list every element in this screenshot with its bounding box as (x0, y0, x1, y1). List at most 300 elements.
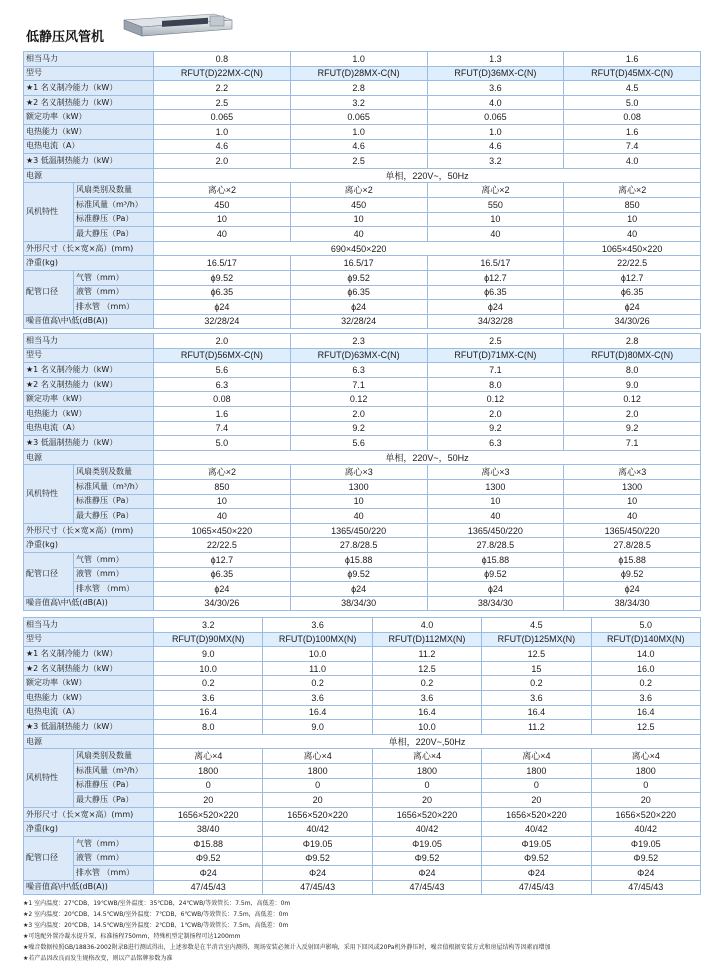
low_temp_heat-value: 9.0 (263, 720, 372, 735)
low_temp_heat-value: 5.6 (290, 436, 427, 451)
airflow-label: 标准风量（m³/h） (74, 763, 154, 778)
low_temp_heat-value: 3.2 (427, 154, 564, 169)
noise-value: 38/34/30 (564, 596, 701, 611)
noise-value: 47/45/43 (482, 880, 591, 895)
max_static-value: 20 (482, 793, 591, 808)
max_static-value: 40 (564, 509, 701, 524)
row-heat (24, 95, 701, 110)
hp-value: 2.8 (564, 334, 701, 349)
footnote: ★3 室内温度：20℃DB，14.5℃WB/室外温度：2℃DB，1℃WB/等效管长：7.5m，高低差：0m (23, 922, 289, 929)
weight-value: 16.5/17 (290, 256, 427, 271)
noise-value: 32/28/24 (154, 314, 291, 329)
airflow-value: 1800 (591, 763, 700, 778)
row-heat (24, 377, 701, 392)
drain_pipe-value: ϕ24 (427, 300, 564, 315)
std_static-value: 0 (482, 778, 591, 793)
fan_type-value: 离心×4 (372, 749, 481, 764)
liquid_pipe-value: Φ9.52 (591, 851, 700, 866)
liquid_pipe-value: ϕ6.35 (290, 285, 427, 300)
model-value: RFUT(D)63MX-C(N) (290, 348, 427, 363)
heat-label: ★2 名义制热能力（kW） (24, 661, 154, 676)
cool-value: 7.1 (427, 363, 564, 378)
row-noise (24, 596, 701, 611)
row-elec_heat_power (24, 124, 701, 139)
row-std_static (24, 212, 701, 227)
heat-label: ★2 名义制热能力（kW） (24, 377, 154, 392)
cool-value: 12.5 (482, 647, 591, 662)
cool-value: 10.0 (263, 647, 372, 662)
fan_type-value: 离心×3 (427, 465, 564, 480)
dimensions-value: 1656×520×220 (482, 807, 591, 822)
elec_heat_current-value: 4.6 (427, 139, 564, 154)
elec_heat_current-value: 7.4 (154, 421, 291, 436)
heat-value: 5.0 (564, 95, 701, 110)
model-label: 型号 (24, 348, 154, 363)
gas_pipe-value: Φ19.05 (482, 836, 591, 851)
weight-value: 22/22.5 (564, 256, 701, 271)
model-value: RFUT(D)112MX(N) (372, 632, 481, 647)
row-fan_type (24, 749, 701, 764)
liquid_pipe-value: Φ9.52 (372, 851, 481, 866)
rated_power-value: 0.12 (290, 392, 427, 407)
row-elec_heat_current (24, 139, 701, 154)
fan-group-label: 风机特性 (24, 465, 74, 523)
noise-value: 47/45/43 (372, 880, 481, 895)
elec_heat_current-value: 9.2 (564, 421, 701, 436)
row-std_static (24, 778, 701, 793)
row-airflow (24, 479, 701, 494)
cool-label: ★1 名义制冷能力（kW） (24, 647, 154, 662)
liquid_pipe-value: Φ9.52 (154, 851, 263, 866)
elec_heat_current-value: 7.4 (564, 139, 701, 154)
std_static-value: 0 (263, 778, 372, 793)
std_static-label: 标准静压（Pa） (74, 494, 154, 509)
low_temp_heat-label: ★3 低温制热能力（kW） (24, 154, 154, 169)
rated_power-value: 0.08 (564, 110, 701, 125)
max_static-value: 20 (154, 793, 263, 808)
drain_pipe-label: 排水管 （mm） (74, 582, 154, 597)
fan_type-value: 离心×2 (154, 183, 291, 198)
model-value: RFUT(D)90MX(N) (154, 632, 263, 647)
max_static-label: 最大静压（Pa） (74, 793, 154, 808)
gas_pipe-value: Φ19.05 (263, 836, 372, 851)
footnote: ★可选配外置冷凝水提升泵，标准扬程750mm，特殊机型定制扬程可达1200mm (23, 933, 241, 940)
gas_pipe-value: Φ15.88 (154, 836, 263, 851)
airflow-value: 1800 (372, 763, 481, 778)
low_temp_heat-value: 10.0 (372, 720, 481, 735)
std_static-value: 0 (372, 778, 481, 793)
elec_heat_power-value: 3.6 (372, 690, 481, 705)
row-low_temp_heat (24, 154, 701, 169)
weight-value: 40/42 (482, 822, 591, 837)
cool-value: 2.8 (290, 81, 427, 96)
fan_type-value: 离心×2 (154, 465, 291, 480)
drain_pipe-value: Φ24 (482, 866, 591, 881)
elec_heat_current-value: 16.4 (482, 705, 591, 720)
std_static-value: 10 (427, 212, 564, 227)
drain_pipe-value: ϕ24 (154, 300, 291, 315)
cool-label: ★1 名义制冷能力（kW） (24, 363, 154, 378)
elec_heat_current-value: 16.4 (263, 705, 372, 720)
row-cool (24, 647, 701, 662)
model-label: 型号 (24, 632, 154, 647)
std_static-value: 0 (154, 778, 263, 793)
airflow-value: 1300 (290, 479, 427, 494)
std_static-value: 10 (154, 494, 291, 509)
cool-value: 11.2 (372, 647, 481, 662)
rated_power-label: 额定功率（kW） (24, 676, 154, 691)
model-value: RFUT(D)28MX-C(N) (290, 66, 427, 81)
ducted-air-conditioner-unit-icon (118, 12, 236, 38)
elec_heat_power-value: 3.6 (482, 690, 591, 705)
weight-value: 38/40 (154, 822, 263, 837)
cool-value: 6.3 (290, 363, 427, 378)
hp-value: 2.3 (290, 334, 427, 349)
elec_heat_power-value: 1.6 (564, 124, 701, 139)
model-value: RFUT(D)36MX-C(N) (427, 66, 564, 81)
elec_heat_power-value: 1.6 (154, 406, 291, 421)
gas_pipe-value: ϕ15.88 (427, 552, 564, 567)
dimensions-label: 外形尺寸（长×宽×高）(mm) (24, 807, 154, 822)
footnote: ★噪音数据按照GB/18836-2002附录B进行测试得出，上述参数是在半消音室内测得，现场安装必须计入反射回声影响，采用下回风或20Pa机外静压时，噪音值根据安装方式和房屋结构等因素而增加 (23, 944, 551, 951)
page-header (0, 0, 723, 46)
drain_pipe-value: Φ24 (591, 866, 700, 881)
hp-value: 4.5 (482, 618, 591, 633)
airflow-value: 550 (427, 197, 564, 212)
noise-value: 34/30/26 (564, 314, 701, 329)
dimensions-value: 1365/450/220 (564, 523, 701, 538)
dimensions-value: 1656×520×220 (372, 807, 481, 822)
hp-label: 相当马力 (24, 618, 154, 633)
noise-value: 32/28/24 (290, 314, 427, 329)
elec_heat_power-value: 1.0 (154, 124, 291, 139)
fan_type-value: 离心×3 (290, 465, 427, 480)
row-hp (24, 334, 701, 349)
row-liquid_pipe (24, 285, 701, 300)
row-elec_heat_current (24, 421, 701, 436)
std_static-value: 10 (290, 212, 427, 227)
weight-value: 16.5/17 (427, 256, 564, 271)
row-cool (24, 81, 701, 96)
row-elec_heat_current (24, 705, 701, 720)
row-weight (24, 256, 701, 271)
weight-value: 22/22.5 (154, 538, 291, 553)
elec_heat_power-value: 2.0 (427, 406, 564, 421)
weight-label: 净重(kg) (24, 256, 154, 271)
dimensions-value: 1065×450×220 (564, 241, 701, 256)
drain_pipe-value: Φ24 (372, 866, 481, 881)
hp-value: 3.2 (154, 618, 263, 633)
fan-group-label: 风机特性 (24, 183, 74, 241)
row-power_supply (24, 734, 701, 749)
elec_heat_power-value: 1.0 (290, 124, 427, 139)
airflow-value: 1800 (263, 763, 372, 778)
hp-value: 3.6 (263, 618, 372, 633)
elec_heat_current-label: 电热电流（A） (24, 705, 154, 720)
heat-value: 4.0 (427, 95, 564, 110)
row-model (24, 66, 701, 81)
page-title: 低静压风管机 (26, 30, 105, 45)
heat-value: 9.0 (564, 377, 701, 392)
drain_pipe-value: ϕ24 (154, 582, 291, 597)
low_temp_heat-value: 12.5 (591, 720, 700, 735)
airflow-label: 标准风量（m³/h） (74, 197, 154, 212)
row-elec_heat_power (24, 406, 701, 421)
hp-label: 相当马力 (24, 334, 154, 349)
spec-table-1 (23, 51, 701, 329)
heat-value: 10.0 (154, 661, 263, 676)
row-dimensions (24, 241, 701, 256)
elec_heat_current-label: 电热电流（A） (24, 139, 154, 154)
liquid_pipe-value: ϕ6.35 (154, 567, 291, 582)
row-elec_heat_power (24, 690, 701, 705)
max_static-value: 20 (263, 793, 372, 808)
low_temp_heat-value: 4.0 (564, 154, 701, 169)
fan_type-value: 离心×2 (564, 183, 701, 198)
elec_heat_current-value: 4.6 (154, 139, 291, 154)
rated_power-value: 0.12 (564, 392, 701, 407)
fan_type-label: 风扇类别及数量 (74, 749, 154, 764)
gas_pipe-value: ϕ12.7 (564, 270, 701, 285)
liquid_pipe-label: 液管（mm） (74, 851, 154, 866)
weight-value: 40/42 (372, 822, 481, 837)
noise-value: 38/34/30 (290, 596, 427, 611)
noise-value: 34/30/26 (154, 596, 291, 611)
noise-value: 47/45/43 (154, 880, 263, 895)
row-heat (24, 661, 701, 676)
airflow-value: 450 (290, 197, 427, 212)
airflow-value: 850 (154, 479, 291, 494)
elec_heat_power-label: 电热能力（kW） (24, 124, 154, 139)
gas_pipe-value: ϕ9.52 (290, 270, 427, 285)
gas_pipe-value: ϕ15.88 (564, 552, 701, 567)
noise-value: 34/32/28 (427, 314, 564, 329)
row-gas_pipe (24, 552, 701, 567)
footnote: ★2 室内温度：20℃DB，14.5℃WB/室外温度：7℃DB，6℃WB/等效管长：7.5m，高低差：0m (23, 911, 289, 918)
liquid_pipe-value: ϕ9.52 (564, 567, 701, 582)
gas_pipe-value: Φ19.05 (372, 836, 481, 851)
heat-value: 7.1 (290, 377, 427, 392)
row-dimensions (24, 807, 701, 822)
row-gas_pipe (24, 270, 701, 285)
hp-value: 1.0 (290, 52, 427, 67)
fan_type-value: 离心×2 (427, 183, 564, 198)
rated_power-value: 0.2 (154, 676, 263, 691)
dimensions-value: 1656×520×220 (591, 807, 700, 822)
low_temp_heat-value: 7.1 (564, 436, 701, 451)
drain_pipe-value: ϕ24 (564, 300, 701, 315)
row-rated_power (24, 392, 701, 407)
low_temp_heat-value: 5.0 (154, 436, 291, 451)
rated_power-value: 0.065 (154, 110, 291, 125)
liquid_pipe-value: ϕ9.52 (427, 567, 564, 582)
max_static-value: 40 (564, 227, 701, 242)
max_static-value: 40 (290, 509, 427, 524)
heat-value: 11.0 (263, 661, 372, 676)
row-dimensions (24, 523, 701, 538)
row-max_static (24, 227, 701, 242)
drain_pipe-value: ϕ24 (290, 300, 427, 315)
cool-value: 4.5 (564, 81, 701, 96)
max_static-value: 40 (427, 227, 564, 242)
weight-value: 16.5/17 (154, 256, 291, 271)
row-liquid_pipe (24, 567, 701, 582)
piping-group-label: 配管口径 (24, 552, 74, 596)
fan_type-value: 离心×4 (263, 749, 372, 764)
cool-value: 5.6 (154, 363, 291, 378)
max_static-value: 20 (372, 793, 481, 808)
max_static-value: 20 (591, 793, 700, 808)
weight-value: 27.8/28.5 (290, 538, 427, 553)
elec_heat_power-value: 3.6 (154, 690, 263, 705)
liquid_pipe-value: ϕ6.35 (564, 285, 701, 300)
row-noise (24, 880, 701, 895)
drain_pipe-value: ϕ24 (564, 582, 701, 597)
liquid_pipe-value: ϕ9.52 (290, 567, 427, 582)
std_static-value: 10 (564, 212, 701, 227)
fan_type-value: 离心×2 (290, 183, 427, 198)
max_static-label: 最大静压（Pa） (74, 227, 154, 242)
dimensions-value: 1656×520×220 (263, 807, 372, 822)
airflow-value: 1800 (482, 763, 591, 778)
max_static-value: 40 (154, 227, 291, 242)
row-power_supply (24, 450, 701, 465)
hp-value: 2.5 (427, 334, 564, 349)
row-max_static (24, 793, 701, 808)
drain_pipe-value: Φ24 (154, 866, 263, 881)
hp-value: 4.0 (372, 618, 481, 633)
piping-group-label: 配管口径 (24, 270, 74, 314)
spec-table-3 (23, 617, 701, 895)
airflow-value: 1300 (564, 479, 701, 494)
spec-table-2 (23, 333, 701, 611)
noise-value: 47/45/43 (263, 880, 372, 895)
drain_pipe-label: 排水管 （mm） (74, 866, 154, 881)
row-airflow (24, 197, 701, 212)
row-hp (24, 618, 701, 633)
row-power_supply (24, 168, 701, 183)
elec_heat_current-value: 16.4 (591, 705, 700, 720)
fan_type-value: 离心×3 (564, 465, 701, 480)
low_temp_heat-value: 8.0 (154, 720, 263, 735)
row-std_static (24, 494, 701, 509)
row-fan_type (24, 465, 701, 480)
power_supply-label: 电源 (24, 734, 154, 749)
power_supply-value: 单相，220V~,50Hz (154, 734, 701, 749)
row-model (24, 632, 701, 647)
rated_power-label: 额定功率（kW） (24, 392, 154, 407)
hp-value: 5.0 (591, 618, 700, 633)
gas_pipe-label: 气管（mm） (74, 552, 154, 567)
elec_heat_power-value: 3.6 (591, 690, 700, 705)
elec_heat_power-value: 2.0 (564, 406, 701, 421)
low_temp_heat-value: 6.3 (427, 436, 564, 451)
rated_power-value: 0.2 (372, 676, 481, 691)
heat-value: 16.0 (591, 661, 700, 676)
model-value: RFUT(D)80MX-C(N) (564, 348, 701, 363)
cool-value: 2.2 (154, 81, 291, 96)
fan_type-value: 离心×4 (591, 749, 700, 764)
liquid_pipe-value: ϕ6.35 (154, 285, 291, 300)
cool-value: 14.0 (591, 647, 700, 662)
weight-value: 27.8/28.5 (564, 538, 701, 553)
row-model (24, 348, 701, 363)
elec_heat_power-value: 2.0 (290, 406, 427, 421)
elec_heat_power-value: 1.0 (427, 124, 564, 139)
rated_power-value: 0.12 (427, 392, 564, 407)
std_static-value: 10 (427, 494, 564, 509)
gas_pipe-value: Φ19.05 (591, 836, 700, 851)
row-airflow (24, 763, 701, 778)
fan_type-value: 离心×4 (154, 749, 263, 764)
dimensions-value: 690×450×220 (154, 241, 564, 256)
elec_heat_current-value: 4.6 (290, 139, 427, 154)
cool-value: 8.0 (564, 363, 701, 378)
row-drain_pipe (24, 582, 701, 597)
hp-value: 1.3 (427, 52, 564, 67)
drain_pipe-label: 排水管 （mm） (74, 300, 154, 315)
airflow-value: 1300 (427, 479, 564, 494)
row-weight (24, 538, 701, 553)
row-liquid_pipe (24, 851, 701, 866)
row-fan_type (24, 183, 701, 198)
hp-value: 2.0 (154, 334, 291, 349)
row-rated_power (24, 110, 701, 125)
model-label: 型号 (24, 66, 154, 81)
noise-label: 噪音值高\中\低(dB(A)) (24, 880, 154, 895)
hp-value: 1.6 (564, 52, 701, 67)
drain_pipe-value: ϕ24 (427, 582, 564, 597)
elec_heat_current-value: 16.4 (372, 705, 481, 720)
std_static-value: 0 (591, 778, 700, 793)
model-value: RFUT(D)125MX(N) (482, 632, 591, 647)
dimensions-value: 1365/450/220 (290, 523, 427, 538)
rated_power-label: 额定功率（kW） (24, 110, 154, 125)
model-value: RFUT(D)56MX-C(N) (154, 348, 291, 363)
hp-value: 0.8 (154, 52, 291, 67)
liquid_pipe-value: ϕ6.35 (427, 285, 564, 300)
row-hp (24, 52, 701, 67)
weight-value: 40/42 (263, 822, 372, 837)
std_static-label: 标准静压（Pa） (74, 778, 154, 793)
airflow-value: 450 (154, 197, 291, 212)
gas_pipe-value: ϕ15.88 (290, 552, 427, 567)
max_static-value: 40 (427, 509, 564, 524)
liquid_pipe-label: 液管（mm） (74, 285, 154, 300)
liquid_pipe-label: 液管（mm） (74, 567, 154, 582)
gas_pipe-value: ϕ9.52 (154, 270, 291, 285)
power_supply-value: 单相，220V~，50Hz (154, 450, 701, 465)
std_static-value: 10 (154, 212, 291, 227)
low_temp_heat-label: ★3 低温制热能力（kW） (24, 720, 154, 735)
rated_power-value: 0.2 (591, 676, 700, 691)
fan_type-value: 离心×4 (482, 749, 591, 764)
row-weight (24, 822, 701, 837)
model-value: RFUT(D)71MX-C(N) (427, 348, 564, 363)
low_temp_heat-value: 2.5 (290, 154, 427, 169)
heat-value: 12.5 (372, 661, 481, 676)
dimensions-value: 1365/450/220 (427, 523, 564, 538)
power_supply-label: 电源 (24, 450, 154, 465)
hp-label: 相当马力 (24, 52, 154, 67)
fan-group-label: 风机特性 (24, 749, 74, 807)
fan_type-label: 风扇类别及数量 (74, 183, 154, 198)
model-value: RFUT(D)45MX-C(N) (564, 66, 701, 81)
std_static-value: 10 (290, 494, 427, 509)
elec_heat_power-label: 电热能力（kW） (24, 690, 154, 705)
dimensions-value: 1656×520×220 (154, 807, 263, 822)
max_static-value: 40 (290, 227, 427, 242)
